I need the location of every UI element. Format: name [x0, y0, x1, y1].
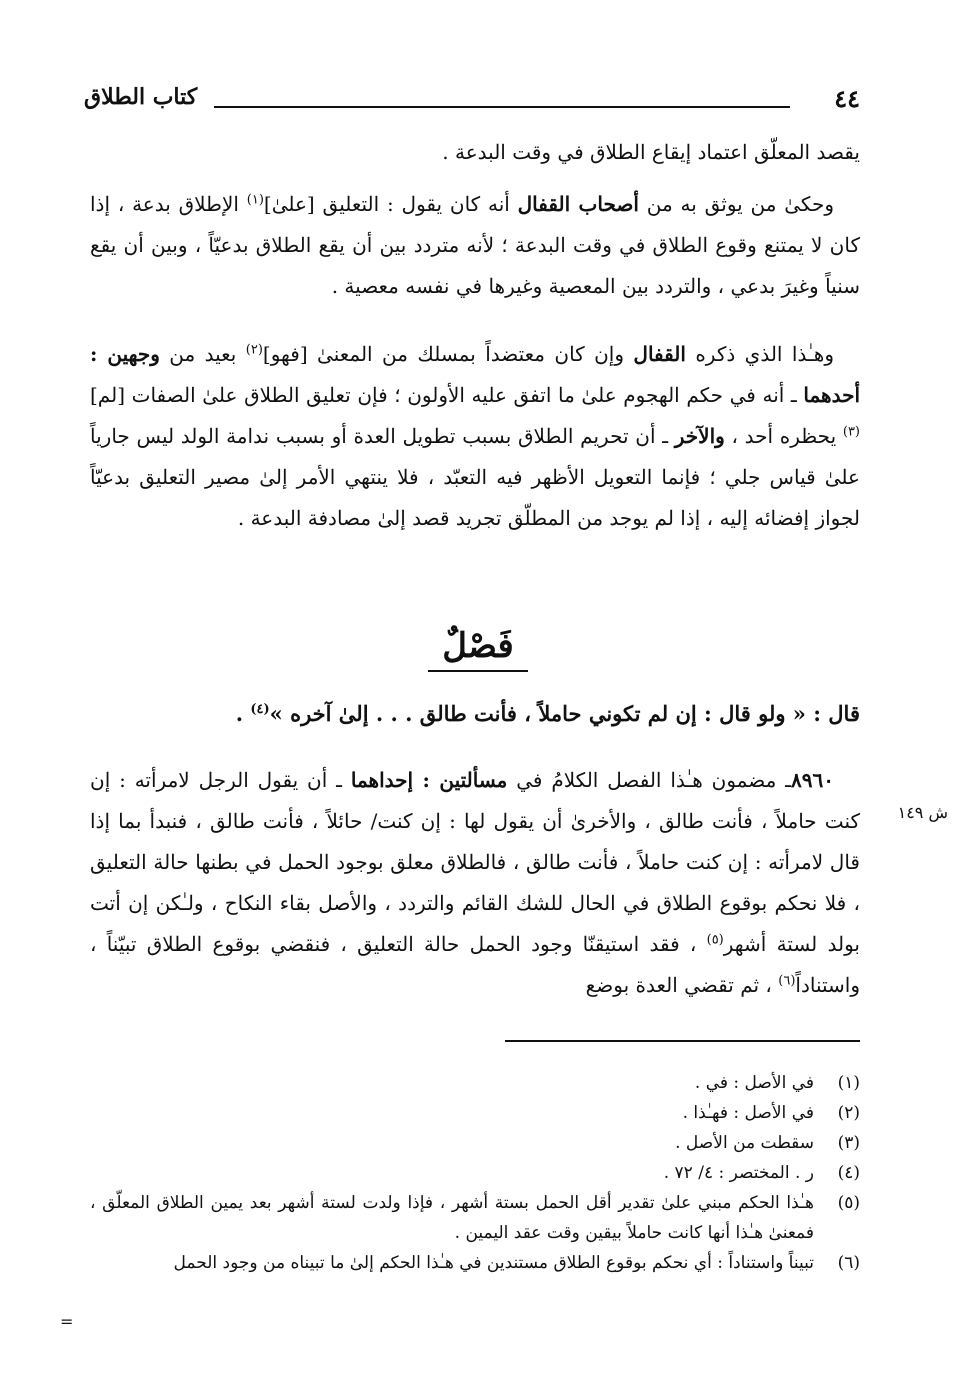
footnote-separator [505, 1040, 860, 1042]
manuscript-folio-note: ش ١٤٩ [897, 803, 948, 822]
footnote-number: (١) [837, 1073, 860, 1093]
footnotes [90, 1068, 860, 1278]
page-header [84, 84, 860, 124]
footnote-number: (٦) [837, 1253, 860, 1273]
paragraph-4 [90, 760, 860, 1006]
footnote-ref-6[interactable]: (٦) [778, 973, 796, 989]
footnote-number: (٢) [837, 1103, 860, 1123]
paragraph-1-text: يقصد المعلّق اعتماد إيقاع الطلاق في وقت البدعة . [442, 140, 860, 164]
p3-text-a: وهـٰذا الذي ذكره [685, 342, 834, 366]
footnote-text: هـٰذا الحكم مبني علىٰ تقدير أقل الحمل بستة أشهر ، فإذا ولدت لستة أشهر بعد يمين الطلاق المعلّق ، فمعنىٰ هـٰذا أنها كانت حاملاً بيقين وقت عقد اليمين . [90, 1193, 814, 1243]
p4-text-a: ـ مضمون هـٰذا الفصل الكلامُ في [507, 768, 792, 792]
p2-text-a: وحكىٰ من يوثق به من [638, 192, 834, 216]
quoted-text-line [90, 694, 860, 734]
p3-text-d: ـ أنه في حكم الهجوم علىٰ ما اتفق عليه الأولون ؛ فإن تعليق الطلاق علىٰ الصفات [لم] [90, 383, 804, 407]
footnote-text: في الأصل : في . [694, 1073, 814, 1093]
footnote-ref-4[interactable]: (٤) [250, 702, 270, 717]
p2-text-b: أنه كان يقول : التعليق [علىٰ] [263, 192, 518, 216]
p2-bold-a: أصحاب القفال [517, 192, 639, 216]
section-heading [0, 626, 956, 672]
page-number: ٤٤ [834, 84, 860, 113]
p4-text-b: ـ أن يقول الرجل لامرأته : إن كنت حاملاً ، فأنت طالق ، والأخرىٰ أن يقول لها : إن كنت/ حائلاً ، فأنت طالق ، فنبدأ بما إذا قال لامرأته : إن كنت حاملاً ، فأنت طالق ، فالطلاق معلق بوجود الحمل في بطنها حالة التعليق ، فلا نحكم بوقوع الطلاق في الحال للشك القائم والتردد ، والأصل بقاء النكاح ، ولـٰكن إن أتت بولد لستة أشهر [90, 768, 861, 956]
running-title: كتاب الطلاق [84, 84, 198, 110]
footnote-number: (٣) [837, 1133, 860, 1153]
footnote-text: ر . المختصر : ٤/ ٧٢ . [663, 1163, 814, 1183]
p3-text-c: بعيد من [159, 342, 246, 366]
p4-bold-a: مسألتين : إحداهما [350, 768, 508, 792]
footnote-number: (٥) [837, 1193, 860, 1213]
p3-text-e: يحظره أحد ، [724, 424, 843, 448]
paragraph-3 [90, 334, 860, 539]
section-heading-ornament: فَصْلٌ [428, 626, 528, 672]
footnote-item [90, 1158, 860, 1188]
p3-bold-b: وجهين : أحدهما [90, 342, 860, 407]
footnote-item [90, 1068, 860, 1098]
header-rule [214, 106, 790, 108]
footnote-item [90, 1098, 860, 1128]
p3-bold-a: القفال [633, 342, 686, 366]
footnote-ref-3[interactable]: (٣) [842, 424, 860, 440]
p3-text-f: ـ أن تحريم الطلاق بسبب تطويل العدة أو بسبب ندامة الولد ليس جارياً علىٰ قياس جلي ؛ فإنما التعويل الأظهر فيه التعبّد ، فلا ينتهي الأمر إلىٰ مصير التعليق بدعيّاً لجواز إفضائه إليه ، إذا لم يوجد من المطلّق تجريد قصد إلىٰ مصادفة البدعة . [90, 424, 860, 530]
footnote-text: في الأصل : فهـٰذا . [682, 1103, 814, 1123]
p2-text-c: الإطلاق بدعة ، إذا كان لا يمتنع وقوع الطلاق في وقت البدعة ؛ لأنه متردد بين أن يقع الطلاق بدعيّاً ، وبين أن يقع سنياً وغيرَ بدعي ، والتردد بين المعصية وغيرها في نفسه معصية . [90, 192, 860, 298]
continuation-mark: = [60, 1312, 74, 1331]
footnote-item [90, 1188, 860, 1248]
footnote-ref-1[interactable]: (١) [246, 192, 264, 208]
paragraph-2 [90, 184, 860, 307]
footnote-ref-5[interactable]: (٥) [706, 932, 724, 948]
p3-text-b: وإن كان معتضداً بمسلك من المعنىٰ [فهو] [262, 342, 634, 366]
paragraph-number: ٨٩٦٠ [791, 768, 834, 792]
p4-text-c: ، فقد استيقنّا وجود الحمل حالة التعليق ، فنقضي بوقوع الطلاق تبيّناً ، واستناداً [90, 932, 860, 997]
footnote-number: (٤) [837, 1163, 860, 1183]
footnote-text: تبيناً واستناداً : أي نحكم بوقوع الطلاق مستندين في هـٰذا الحكم إلىٰ ما تبيناه من وجود الحمل [173, 1253, 814, 1273]
qal-text: قال : « ولو قال : إن لم تكوني حاملاً ، فأنت طالق . . . إلىٰ آخره » [269, 701, 860, 726]
footnote-text: سقطت من الأصل . [675, 1133, 814, 1153]
footnote-item [90, 1248, 860, 1278]
p4-text-d: ، ثم تقضي العدة بوضع [585, 973, 779, 997]
p3-bold-c: والآخر [674, 424, 725, 448]
footnote-ref-2[interactable]: (٢) [245, 342, 263, 358]
paragraph-1 [90, 132, 860, 173]
footnote-item [90, 1128, 860, 1158]
qal-tail: . [235, 701, 251, 726]
